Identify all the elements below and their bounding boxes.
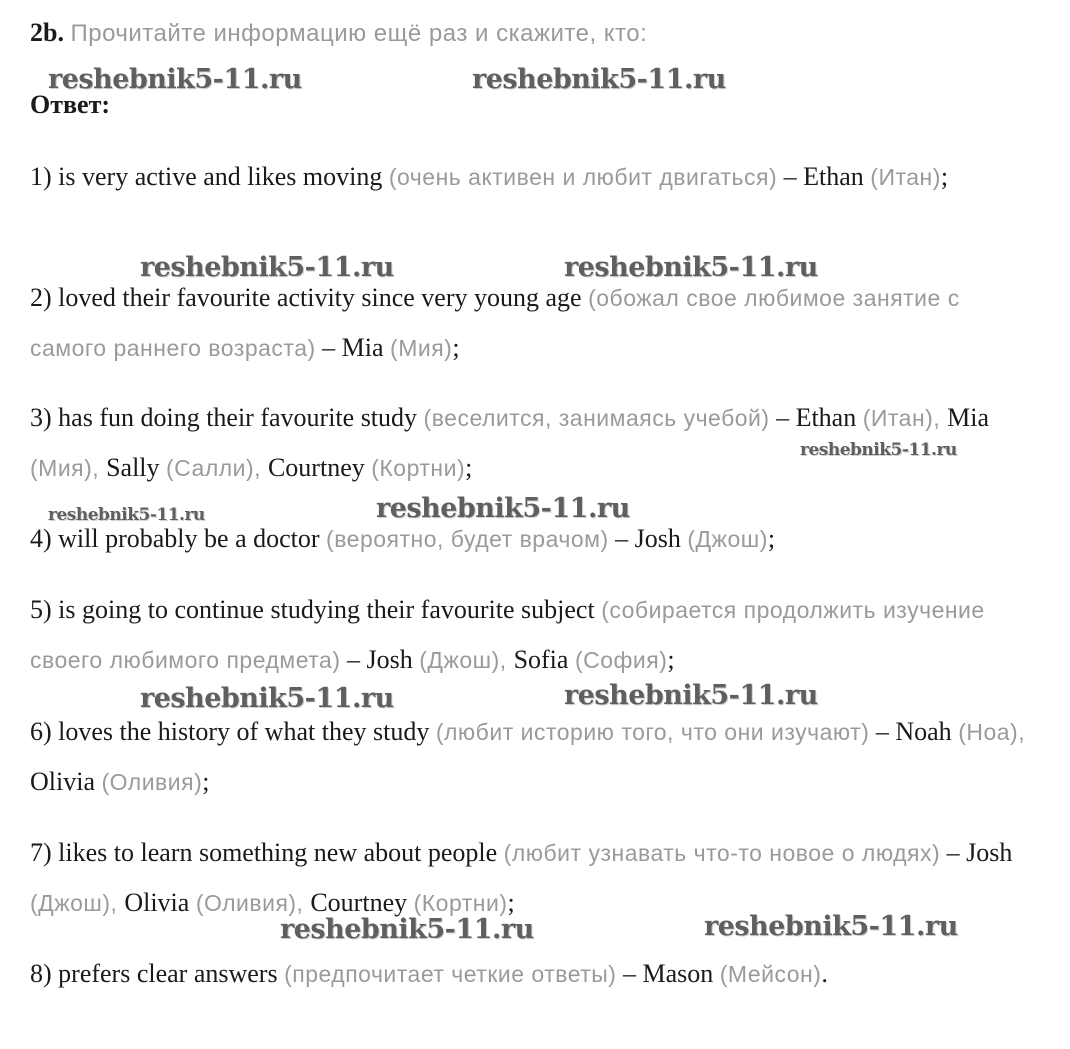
item-answer-name: Mia <box>947 403 990 432</box>
answer-item-5 <box>30 585 1040 685</box>
item-answer-translation: (Мия), <box>30 455 107 481</box>
item-answer-translation: (София) <box>574 647 668 673</box>
watermark: reshebnik5-11.ru <box>48 64 302 95</box>
item-russian-translation: (обожал свое любимое занятие с самого раннего возраста) <box>30 285 960 361</box>
item-punctuation: ; <box>940 162 949 191</box>
watermark: reshebnik5-11.ru <box>472 64 726 95</box>
item-russian-translation: (собирается продолжить изучение своего любимого предмета) <box>30 597 985 673</box>
item-russian-translation: (предпочитает четкие ответы) <box>284 961 617 987</box>
item-answer-translation: (Салли), <box>166 455 268 481</box>
item-english-text: 5) is going to continue studying their favourite subject <box>30 595 595 624</box>
watermark: reshebnik5-11.ru <box>564 252 818 283</box>
item-answer-translation: (Оливия) <box>101 769 203 795</box>
answer-item-8 <box>30 949 1040 999</box>
item-answer-name: – Josh <box>940 838 1013 867</box>
item-answer-name: Sofia <box>513 645 575 674</box>
item-punctuation: ; <box>202 767 210 796</box>
item-answer-name: Courtney <box>310 888 414 917</box>
item-english-text: 4) will probably be a doctor <box>30 524 320 553</box>
item-answer-name: – Ethan <box>777 162 871 191</box>
item-answer-translation: (Мейсон) <box>719 961 822 987</box>
item-answer-name: Courtney <box>267 453 372 482</box>
watermark: reshebnik5-11.ru <box>704 911 958 942</box>
item-english-text: 1) is very active and likes moving <box>30 162 383 191</box>
item-russian-translation: (любит историю того, что они изучают) <box>435 719 870 745</box>
item-english-text: 8) prefers clear answers <box>30 959 278 988</box>
item-answer-name: Olivia <box>30 767 102 796</box>
task-header <box>30 16 647 51</box>
task-number: 2b. <box>30 18 64 47</box>
answer-item-2 <box>30 273 1040 373</box>
item-punctuation: ; <box>507 888 515 917</box>
item-russian-translation: (любит узнавать что-то новое о людях) <box>503 840 941 866</box>
item-english-text: 6) loves the history of what they study <box>30 717 430 746</box>
item-russian-translation: (вероятно, будет врачом) <box>326 526 609 552</box>
item-answer-translation: (Кортни) <box>413 890 508 916</box>
item-punctuation: ; <box>452 333 460 362</box>
task-instruction: Прочитайте информацию ещё раз и скажите, кто: <box>70 20 648 47</box>
watermark: reshebnik5-11.ru <box>376 493 630 524</box>
item-answer-translation: (Итан), <box>862 405 948 431</box>
watermark: reshebnik5-11.ru <box>280 914 534 945</box>
item-answer-name: – Noah <box>869 717 959 746</box>
watermark: reshebnik5-11.ru <box>140 252 394 283</box>
item-answer-name: – Josh <box>340 645 420 674</box>
item-answer-translation: (Мия) <box>390 335 453 361</box>
watermark: reshebnik5-11.ru <box>800 440 957 460</box>
answer-item-6 <box>30 707 1040 807</box>
item-answer-name: Olivia <box>124 888 196 917</box>
item-punctuation: ; <box>465 453 473 482</box>
item-answer-name: – Mia <box>315 333 391 362</box>
item-punctuation: ; <box>667 645 675 674</box>
item-answer-translation: (Кортни) <box>371 455 466 481</box>
item-punctuation: . <box>821 959 828 988</box>
watermark: reshebnik5-11.ru <box>564 680 818 711</box>
answer-item-1 <box>30 152 1040 202</box>
item-answer-name: – Ethan <box>769 403 863 432</box>
item-english-text: 7) likes to learn something new about people <box>30 838 498 867</box>
item-russian-translation: (очень активен и любит двигаться) <box>388 164 778 190</box>
item-punctuation: ; <box>767 524 776 553</box>
item-answer-translation: (Ноа), <box>958 719 1026 745</box>
item-answer-translation: (Джош) <box>687 526 768 552</box>
item-english-text: 3) has fun doing their favourite study <box>30 403 418 432</box>
item-answer-translation: (Итан) <box>870 164 941 190</box>
item-english-text: 2) loved their favourite activity since very young age <box>30 283 582 312</box>
item-answer-translation: (Джош), <box>419 647 514 673</box>
item-answer-name: Sally <box>106 453 167 482</box>
answer-label: Ответ: <box>30 90 111 119</box>
watermark: reshebnik5-11.ru <box>140 683 394 714</box>
watermark: reshebnik5-11.ru <box>48 505 205 525</box>
answer-item-4 <box>30 514 1040 564</box>
item-answer-translation: (Джош), <box>30 890 125 916</box>
item-russian-translation: (веселится, занимаясь учебой) <box>423 405 770 431</box>
item-answer-name: – Josh <box>608 524 688 553</box>
item-answer-translation: (Оливия), <box>195 890 311 916</box>
item-answer-name: – Mason <box>616 959 720 988</box>
